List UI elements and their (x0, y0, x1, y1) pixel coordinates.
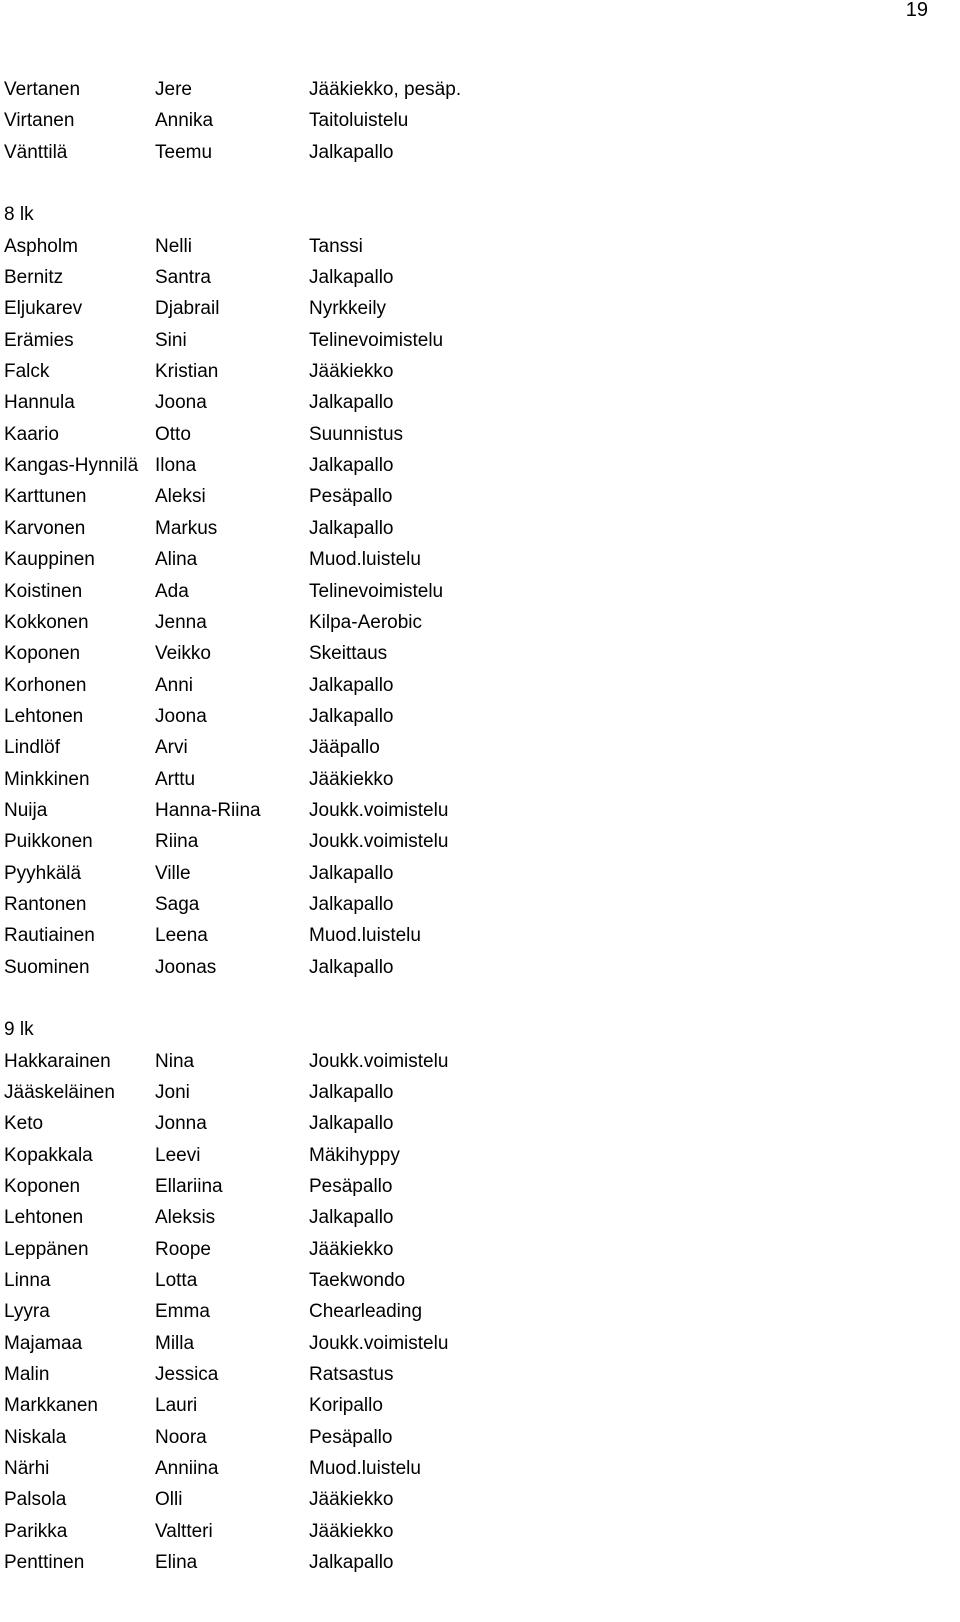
surname: Puikkonen (4, 831, 93, 853)
first-name: Teemu (155, 141, 213, 163)
student-row (4, 638, 944, 669)
first-name: Arvi (155, 737, 188, 759)
sport: Ratsastus (309, 1364, 394, 1386)
sport: Jääkiekko, pesäp. (309, 79, 462, 100)
first-name: Joonas (155, 956, 217, 978)
surname: Aspholm (4, 235, 78, 257)
first-name: Riina (155, 831, 199, 853)
first-name: Anniina (155, 1458, 219, 1480)
surname: Lehtonen (4, 1207, 84, 1229)
first-name: Djabrail (155, 298, 220, 320)
surname: Kokkonen (4, 611, 89, 633)
first-name: Aleksis (155, 1207, 216, 1229)
first-name: Lotta (155, 1270, 198, 1292)
surname: Bernitz (4, 267, 64, 289)
first-name: Veikko (155, 643, 211, 665)
first-name: Markus (155, 517, 218, 539)
surname: Eljukarev (4, 298, 83, 320)
sport: Joukk.voimistelu (309, 799, 449, 821)
surname: Niskala (4, 1426, 67, 1448)
student-row (4, 670, 944, 701)
sport: Jalkapallo (309, 267, 394, 289)
sport: Chearleading (309, 1301, 423, 1323)
surname: Keto (4, 1113, 44, 1135)
student-row (4, 607, 944, 638)
sport: Joukk.voimistelu (309, 831, 449, 853)
sport: Nyrkkeily (309, 298, 387, 320)
surname: Markkanen (4, 1395, 98, 1417)
student-row (4, 1547, 944, 1578)
first-name: Leena (155, 925, 208, 947)
student-row (4, 795, 944, 826)
surname: Linna (4, 1270, 51, 1292)
first-name: Olli (155, 1489, 183, 1511)
surname: Penttinen (4, 1552, 85, 1574)
surname: Leppänen (4, 1238, 89, 1260)
sport: Pesäpallo (309, 1176, 393, 1198)
student-row (4, 419, 944, 450)
first-name: Milla (155, 1332, 195, 1354)
student-row (4, 1108, 944, 1139)
first-name: Ville (155, 862, 191, 884)
first-name: Anni (155, 674, 194, 696)
first-name: Nelli (155, 235, 192, 257)
sport: Jalkapallo (309, 1113, 394, 1135)
first-name: Saga (155, 893, 200, 915)
surname: Nuija (4, 799, 48, 821)
student-row (4, 764, 944, 795)
student-row (4, 858, 944, 889)
surname: Koponen (4, 1176, 81, 1198)
sport: Jääkiekko (309, 768, 394, 790)
student-row (4, 1140, 944, 1171)
first-name: Nina (155, 1050, 195, 1072)
sport: Telinevoimistelu (309, 580, 444, 602)
student-row (4, 481, 944, 512)
first-name: Jenna (155, 611, 207, 633)
student-row (4, 544, 944, 575)
sport: Taitoluistelu (309, 110, 409, 132)
surname: Falck (4, 361, 50, 383)
surname: Vänttilä (4, 141, 68, 163)
surname: Parikka (4, 1520, 68, 1542)
sport: Suunnistus (309, 423, 404, 445)
sport: Koripallo (309, 1395, 383, 1417)
student-row (4, 1234, 944, 1265)
student-row (4, 1390, 944, 1421)
sport: Muod.luistelu (309, 1458, 421, 1480)
student-row (4, 231, 944, 262)
first-name: Arttu (155, 768, 196, 790)
student-row (4, 1422, 944, 1453)
surname: Palsola (4, 1489, 67, 1511)
first-name: Elina (155, 1552, 198, 1574)
sport: Jääpallo (309, 737, 380, 759)
student-row (4, 1453, 944, 1484)
surname: Lyyra (4, 1301, 50, 1323)
sport: Jalkapallo (309, 705, 394, 727)
surname: Närhi (4, 1458, 50, 1480)
student-row (4, 1046, 944, 1077)
sport: Pesäpallo (309, 1426, 393, 1448)
first-name: Jonna (155, 1113, 207, 1135)
first-name: Valtteri (155, 1520, 213, 1542)
first-name: Sini (155, 329, 187, 351)
student-row (4, 387, 944, 418)
first-name: Roope (155, 1238, 211, 1260)
sport: Jalkapallo (309, 862, 394, 884)
surname: Lindlöf (4, 737, 60, 759)
sport: Pesäpallo (309, 486, 393, 508)
student-row (4, 356, 944, 387)
sport: Jalkapallo (309, 674, 394, 696)
sport: Joukk.voimistelu (309, 1050, 449, 1072)
student-row (4, 889, 944, 920)
surname: Rantonen (4, 893, 87, 915)
surname: Minkkinen (4, 768, 90, 790)
student-row (4, 325, 944, 356)
student-row (4, 1359, 944, 1390)
surname: Hakkarainen (4, 1050, 111, 1072)
surname: Majamaa (4, 1332, 83, 1354)
sport: Jalkapallo (309, 1552, 394, 1574)
student-row (4, 74, 944, 105)
student-row (4, 293, 944, 324)
surname: Karttunen (4, 486, 87, 508)
student-row (4, 513, 944, 544)
class-heading: 8 lk (4, 204, 34, 226)
sport: Kilpa-Aerobic (309, 611, 422, 633)
first-name: Otto (155, 423, 191, 445)
sport: Jalkapallo (309, 392, 394, 414)
student-row (4, 1516, 944, 1547)
surname: Pyyhkälä (4, 862, 82, 884)
sport: Skeittaus (309, 643, 388, 665)
first-name: Lauri (155, 1395, 198, 1417)
class-heading: 9 lk (4, 1019, 34, 1041)
surname: Kangas-Hynnilä (4, 455, 139, 477)
surname: Kauppinen (4, 549, 95, 571)
surname: Jääskeläinen (4, 1082, 115, 1103)
surname: Kopakkala (4, 1144, 93, 1166)
sport: Jalkapallo (309, 1207, 394, 1229)
student-row (4, 920, 944, 951)
student-row (4, 1484, 944, 1515)
sport: Telinevoimistelu (309, 329, 444, 351)
first-name: Ellariina (155, 1176, 223, 1198)
first-name: Joona (155, 705, 207, 727)
student-row (4, 1296, 944, 1327)
surname: Vertanen (4, 79, 81, 100)
section-spacer (4, 168, 944, 199)
first-name: Annika (155, 110, 214, 132)
surname: Malin (4, 1364, 50, 1386)
sport: Jääkiekko (309, 1520, 394, 1542)
student-row (4, 262, 944, 293)
surname: Karvonen (4, 517, 86, 539)
student-row (4, 576, 944, 607)
sport: Muod.luistelu (309, 549, 421, 571)
sport: Jalkapallo (309, 956, 394, 978)
first-name: Hanna-Riina (155, 799, 261, 821)
sport: Jalkapallo (309, 893, 394, 915)
surname: Korhonen (4, 674, 87, 696)
surname: Suominen (4, 956, 90, 978)
surname: Kaario (4, 423, 59, 445)
surname: Lehtonen (4, 705, 84, 727)
student-row (4, 1202, 944, 1233)
first-name: Leevi (155, 1144, 201, 1166)
first-name: Noora (155, 1426, 207, 1448)
first-name: Jessica (155, 1364, 219, 1386)
sport: Jalkapallo (309, 1082, 394, 1103)
first-name: Ada (155, 580, 189, 602)
first-name: Ilona (155, 455, 197, 477)
student-row (4, 701, 944, 732)
section-spacer (4, 983, 944, 1014)
student-row (4, 1328, 944, 1359)
student-row (4, 137, 944, 168)
student-row (4, 1077, 944, 1108)
student-row (4, 826, 944, 857)
sport: Joukk.voimistelu (309, 1332, 449, 1354)
sport: Muod.luistelu (309, 925, 421, 947)
surname: Koistinen (4, 580, 83, 602)
surname: Rautiainen (4, 925, 95, 947)
sport: Jalkapallo (309, 141, 394, 163)
first-name: Alina (155, 549, 198, 571)
student-row (4, 952, 944, 983)
first-name: Aleksi (155, 486, 206, 508)
student-row (4, 1171, 944, 1202)
first-name: Emma (155, 1301, 210, 1323)
surname: Erämies (4, 329, 74, 351)
first-name: Joona (155, 392, 207, 414)
page-number: 19 (905, 0, 928, 21)
student-row (4, 732, 944, 763)
student-sports-list (4, 74, 944, 1579)
sport: Jääkiekko (309, 361, 394, 383)
sport: Mäkihyppy (309, 1144, 400, 1166)
sport: Taekwondo (309, 1270, 406, 1292)
sport: Jääkiekko (309, 1489, 394, 1511)
first-name: Kristian (155, 361, 219, 383)
first-name: Santra (155, 267, 211, 289)
sport: Jääkiekko (309, 1238, 394, 1260)
sport: Tanssi (309, 235, 363, 257)
student-row (4, 105, 944, 136)
sport: Jalkapallo (309, 455, 394, 477)
surname: Hannula (4, 392, 75, 414)
student-row (4, 450, 944, 481)
sport: Jalkapallo (309, 517, 394, 539)
first-name: Joni (155, 1082, 190, 1103)
surname: Koponen (4, 643, 81, 665)
surname: Virtanen (4, 110, 75, 132)
first-name: Jere (155, 79, 192, 100)
student-row (4, 1265, 944, 1296)
